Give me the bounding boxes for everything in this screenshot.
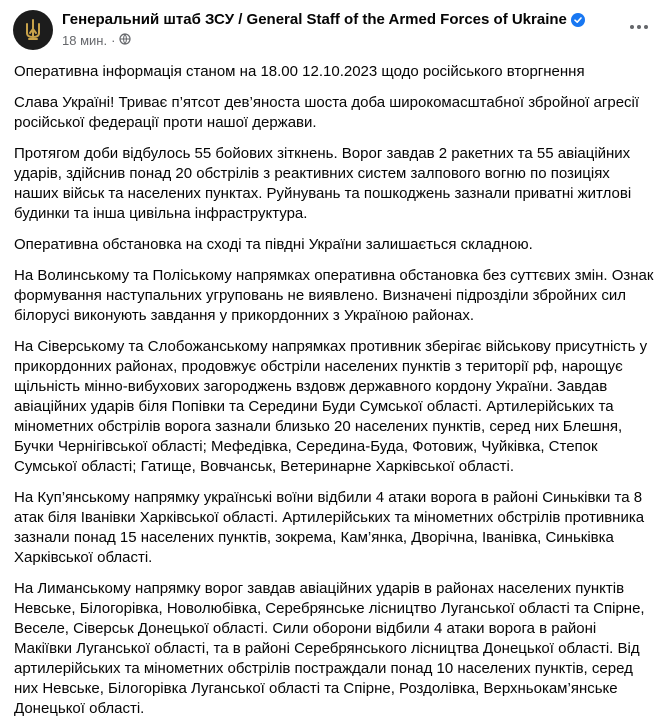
post-paragraph: Протягом доби відбулось 55 бойових зіткнень. Ворог завдав 2 ракетних та 55 авіаційних ударів, здійснив понад 20 обстрілів з реактивних систем залпового вогню по позиціях наших військ та населених пунктах. Руйнувань та пошкоджень зазнали приватні житлові будинки та інша цивільна інфраструктура. — [14, 145, 632, 222]
post-paragraph: Оперативна обстановка на сході та півдні України залишається складною. — [14, 236, 533, 253]
post-header — [0, 0, 668, 62]
trident-emblem-icon — [20, 17, 46, 43]
post-paragraph: На Волинському та Поліському напрямках оперативна обстановка без суттєвих змін. Ознак формування наступальних угруповань не виявлено. Визначені підрозділи збройних сил білорусі виконують завдання у прикордонних з Україною районах. — [14, 267, 654, 324]
post-paragraph: На Куп’янському напрямку українські воїни відбили 4 атаки ворога в районі Синьківки та 8 атак біля Іванівки Харківської області. Артилерійських та мінометних обстрілів противника зазнали понад 15 населених пунктів, зокрема, Кам’янка, Дворічна, Іванівка, Синьківка Харківської області. — [14, 489, 645, 566]
author-name[interactable]: Генеральний штаб ЗСУ / General Staff of the Armed Forces of Ukraine — [62, 11, 567, 28]
page-avatar[interactable] — [13, 10, 53, 50]
post-paragraph: Оперативна інформація станом на 18.00 12.10.2023 щодо російського вторгнення — [14, 63, 585, 80]
post-meta — [62, 33, 131, 48]
more-options-button[interactable] — [624, 16, 654, 38]
more-horizontal-icon — [629, 24, 649, 30]
meta-separator: · — [111, 33, 116, 48]
post-paragraph: На Сіверському та Слобожанському напрямках противник зберігає військову присутність у прикордонних районах, продовжує обстріли населених пунктів з території рф, нарощує щільність мінно-вибухових загороджень вздовж державного кордону України. Завдав авіаційних ударів біля Попівки та Середини Буди Сумської області. Артилерійських та мінометних обстрілів ворога зазнали близько 20 населених пунктів, серед них Блешня, Бучки Чернігівської області; Мефедівка, Середина-Буда, Фотовиж, Чуйківка, Степок Сумської області; Гатище, Вовчанськ, Ветеринарне Харківської області. — [14, 338, 648, 475]
globe-icon[interactable] — [119, 33, 131, 48]
post-paragraph: Слава Україні! Триває п’ятсот дев’яноста шоста доба широкомасштабної збройної агресії російської федерації проти нашої держави. — [14, 94, 640, 131]
post-timestamp[interactable]: 18 мин. — [62, 33, 108, 48]
post-body — [0, 62, 668, 719]
post-paragraph: На Лиманському напрямку ворог завдав авіаційних ударів в районах населених пунктів Невське, Білогорівка, Новолюбівка, Серебрянське лісництво Луганської області та Спірне, Веселе, Сіверськ Донецької області. Сили оборони відбили 4 атаки ворога в районі Макіївки Луганської області, та в районі Серебрянського лісництва Донецької області. Від артилерійських та мінометних обстрілів постраждали понад 10 населених пунктів, серед них Невське, Білогорівка Луганської області та Спірне, Роздолівка, Верхньокам’янське Донецької області. — [14, 580, 645, 717]
page-name-link[interactable] — [62, 11, 585, 28]
verified-badge-icon — [571, 13, 585, 27]
